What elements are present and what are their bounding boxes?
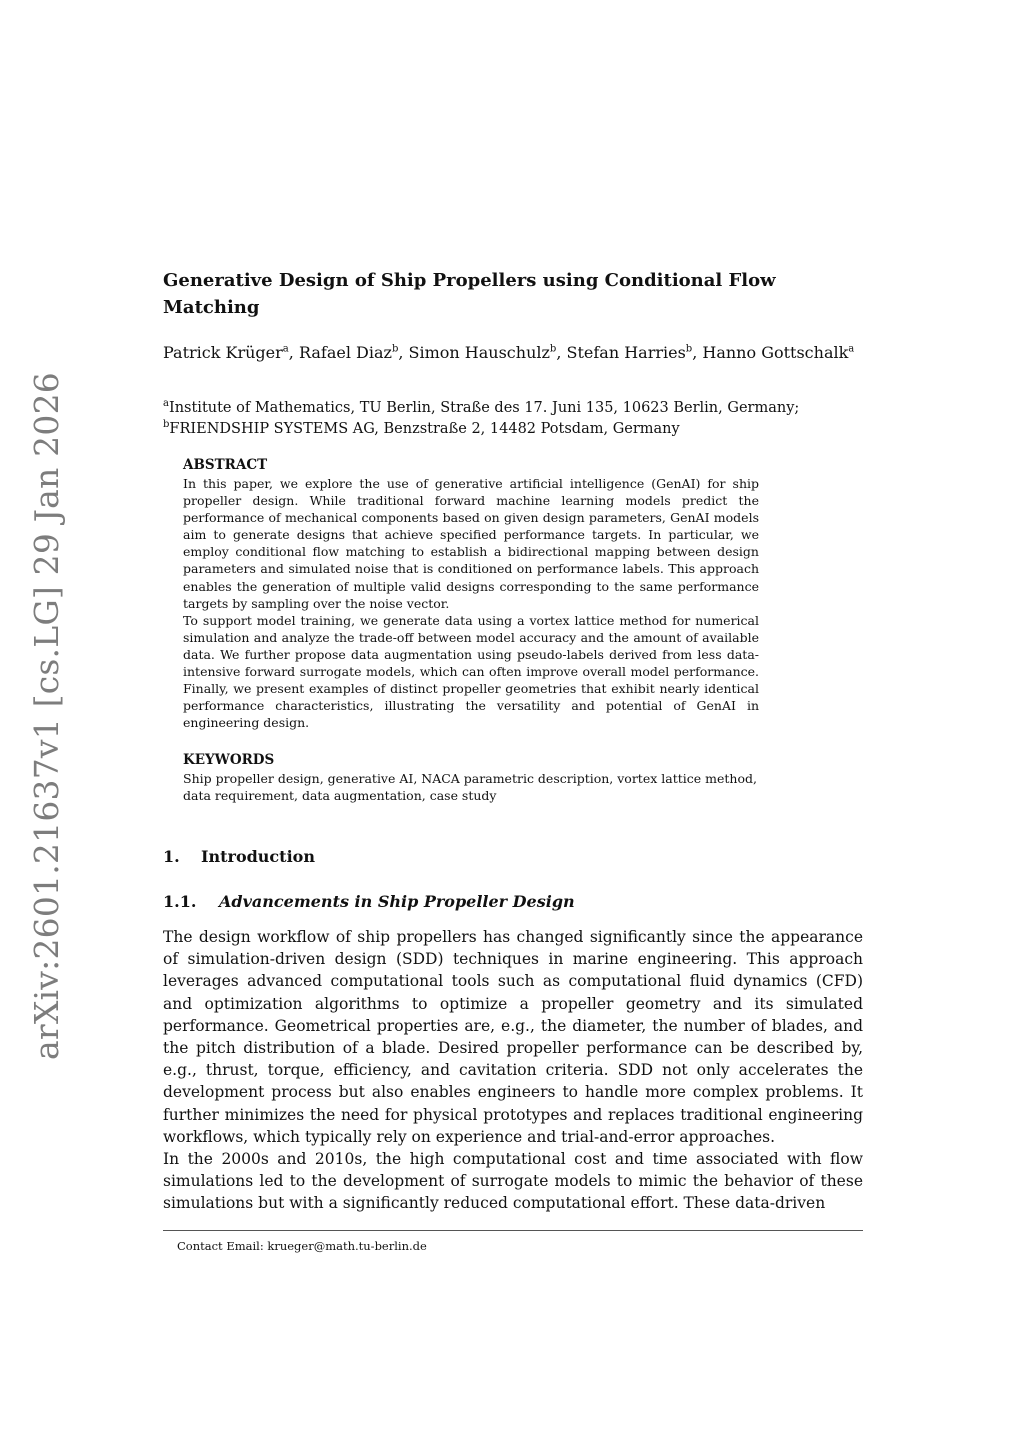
author-list: Patrick Krüger$^a$, Rafael Diaz$^b$, Simon Hauschulz$^b$, Stefan Harries$^b$, Hanno Gottschalk$^a$ [163, 343, 855, 362]
subsection-number: 1.1. [163, 892, 197, 911]
contact-footnote: Contact Email: krueger@math.tu-berlin.de [177, 1239, 427, 1253]
author: Simon Hauschulz [408, 343, 550, 362]
affiliation-line [163, 419, 863, 440]
abstract-heading: ABSTRACT [183, 457, 268, 473]
keywords-heading: KEYWORDS [183, 752, 275, 768]
author-affiliation-mark: a [848, 343, 855, 355]
arxiv-identifier-stamp: arXiv:2601.21637v1 [cs.LG] 29 Jan 2026 [27, 372, 66, 1060]
abstract-paragraph: In this paper, we explore the use of generative artificial intelligence (GenAI) for ship propeller design. While traditional forward machine learning models predict the performance of mechanical components based on given design parameters, GenAI models aim to generate designs that achieve specified performance targets. In particular, we employ conditional flow matching to establish a bidirectional mapping between design parameters and simulated noise that is conditioned on performance labels. This approach enables the generation of multiple valid designs corresponding to the same performance targets by sampling over the noise vector. [183, 476, 759, 611]
section-number: 1. [163, 847, 180, 866]
affiliation-text: Institute of Mathematics, TU Berlin, Straße des 17. Juni 135, 10623 Berlin, Germany; [168, 400, 800, 416]
affiliations [163, 398, 863, 440]
section-title: Introduction [201, 847, 315, 866]
keywords-block [183, 752, 759, 804]
author-affiliation-mark: b [549, 343, 557, 355]
author-affiliation-mark: b [685, 343, 693, 355]
abstract-block [183, 457, 759, 731]
subsection-heading [163, 891, 575, 913]
body-text [163, 926, 863, 1215]
author-affiliation-mark: a [282, 343, 289, 355]
abstract-paragraph: To support model training, we generate data using a vortex lattice method for numerical simulation and analyze the trade-off between model accuracy and the amount of available data. We further propose data augmentation using pseudo-labels derived from less data-intensive forward surrogate models, which can often improve overall model performance. Finally, we present examples of distinct propeller geometries that exhibit nearly identical performance characteristics, illustrating the versatility and potential of GenAI in engineering design. [183, 612, 759, 731]
keywords-text: Ship propeller design, generative AI, NACA parametric description, vortex lattice method, data requirement, data augmentation, case study [183, 771, 757, 804]
author: Hanno Gottschalk [702, 343, 849, 362]
author: Patrick Krüger [163, 343, 283, 362]
affiliation-line [163, 398, 863, 419]
affiliation-text: FRIENDSHIP SYSTEMS AG, Benzstraße 2, 14482 Potsdam, Germany [169, 421, 680, 437]
subsection-title: Advancements in Ship Propeller Design [219, 892, 575, 911]
paper-title: Generative Design of Ship Propellers using Conditional Flow Matching [163, 270, 776, 318]
body-paragraph: The design workflow of ship propellers has changed significantly since the appearance of simulation-driven design (SDD) techniques in marine engineering. This approach leverages advanced computational tools such as computational fluid dynamics (CFD) and optimization algorithms to optimize a propeller geometry and its simulated performance. Geometrical properties are, e.g., the diameter, the number of blades, and the pitch distribution of a blade. Desired propeller performance can be described by, e.g., thrust, torque, efficiency, and cavitation criteria. SDD not only accelerates the development process but also enables engineers to handle more complex problems. It further minimizes the need for physical prototypes and replaces traditional engineering workflows, which typically rely on experience and trial-and-error approaches. [163, 928, 863, 1146]
footnote-divider [163, 1230, 863, 1231]
author-affiliation-mark: b [391, 343, 399, 355]
affiliation-mark: b [163, 419, 170, 431]
affiliation-mark: a [163, 398, 169, 410]
author: Rafael Diaz [298, 343, 392, 362]
body-paragraph: In the 2000s and 2010s, the high computational cost and time associated with flow simulations led to the development of surrogate models to mimic the behavior of these simulations but with a significantly reduced computational effort. These data-driven [163, 1150, 863, 1213]
section-heading [163, 846, 315, 868]
author: Stefan Harries [566, 343, 686, 362]
